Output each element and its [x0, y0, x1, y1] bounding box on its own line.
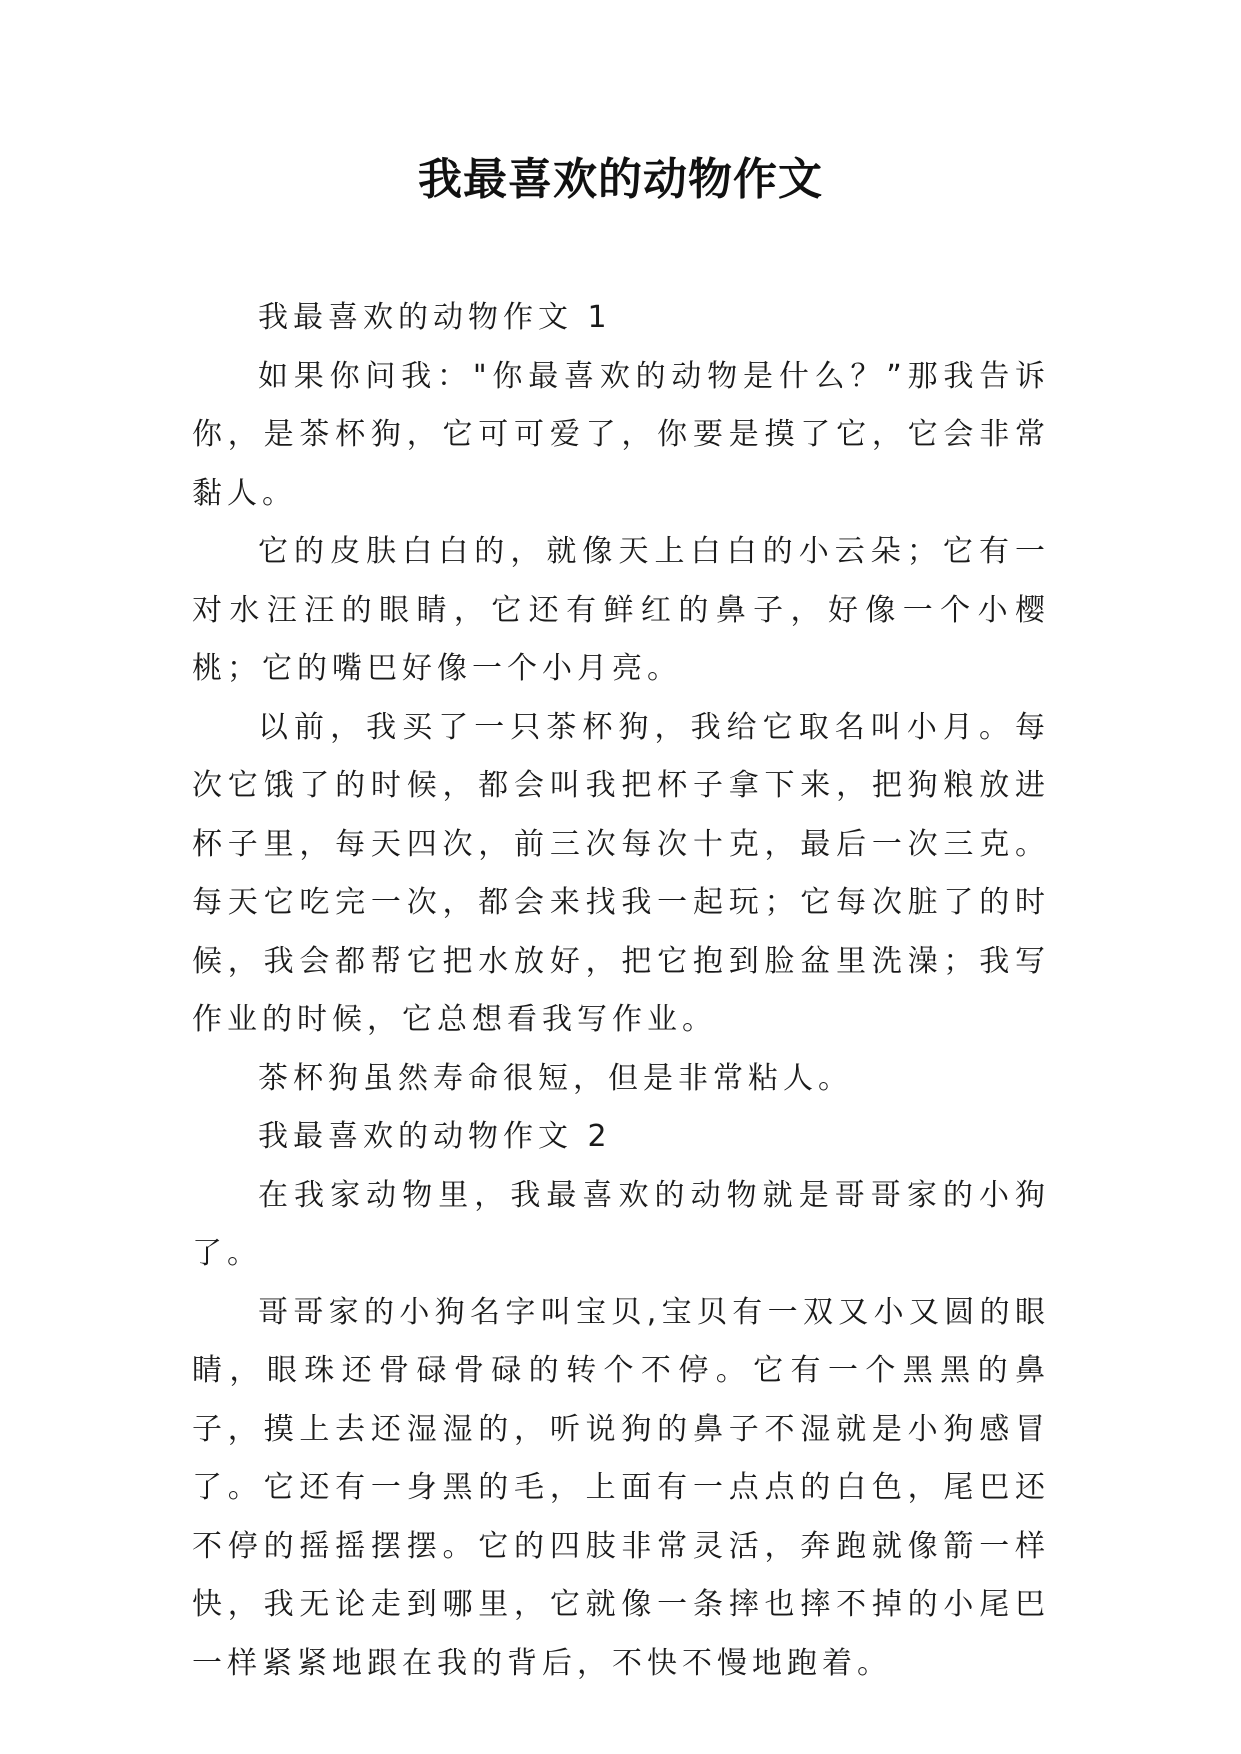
- paragraph: 它的皮肤白白的，就像天上白白的小云朵；它有一对水汪汪的眼睛，它还有鲜红的鼻子，好像一个小樱桃；它的嘴巴好像一个小月亮。: [192, 534, 1050, 686]
- paragraph: 在我家动物里，我最喜欢的动物就是哥哥家的小狗了。: [192, 1177, 1050, 1271]
- paragraph: 茶杯狗虽然寿命很短，但是非常粘人。: [258, 1060, 853, 1096]
- document-body: [192, 289, 1050, 1693]
- section-heading-1: 我最喜欢的动物作文 1: [258, 300, 612, 335]
- paragraph: 如果你问我："你最喜欢的动物是什么？”那我告诉你，是茶杯狗，它可可爱了，你要是摸了它，它会非常黏人。: [192, 358, 1050, 511]
- document-title: 我最喜欢的动物作文: [418, 154, 823, 205]
- paragraph: 以前，我买了一只茶杯狗，我给它取名叫小月。每次它饿了的时候，都会叫我把杯子拿下来，把狗粮放进杯子里，每天四次，前三次每次十克，最后一次三克。每天它吃完一次，都会来找我一起玩；它每次脏了的时候，我会都帮它把水放好，把它抱到脸盆里洗澡；我写作业的时候，它总想看我写作业。: [192, 709, 1050, 1037]
- section-heading-2: 我最喜欢的动物作文 2: [258, 1119, 612, 1154]
- paragraph: 哥哥家的小狗名字叫宝贝,宝贝有一双又小又圆的眼睛，眼珠还骨碌骨碌的转个不停。它有一个黑黑的鼻子，摸上去还湿湿的，听说狗的鼻子不湿就是小狗感冒了。它还有一身黑的毛，上面有一点点的白色，尾巴还不停的摇摇摆摆。它的四肢非常灵活，奔跑就像箭一样快，我无论走到哪里，它就像一条摔也摔不掉的小尾巴一样紧紧地跟在我的背后，不快不慢地跑着。: [192, 1294, 1050, 1681]
